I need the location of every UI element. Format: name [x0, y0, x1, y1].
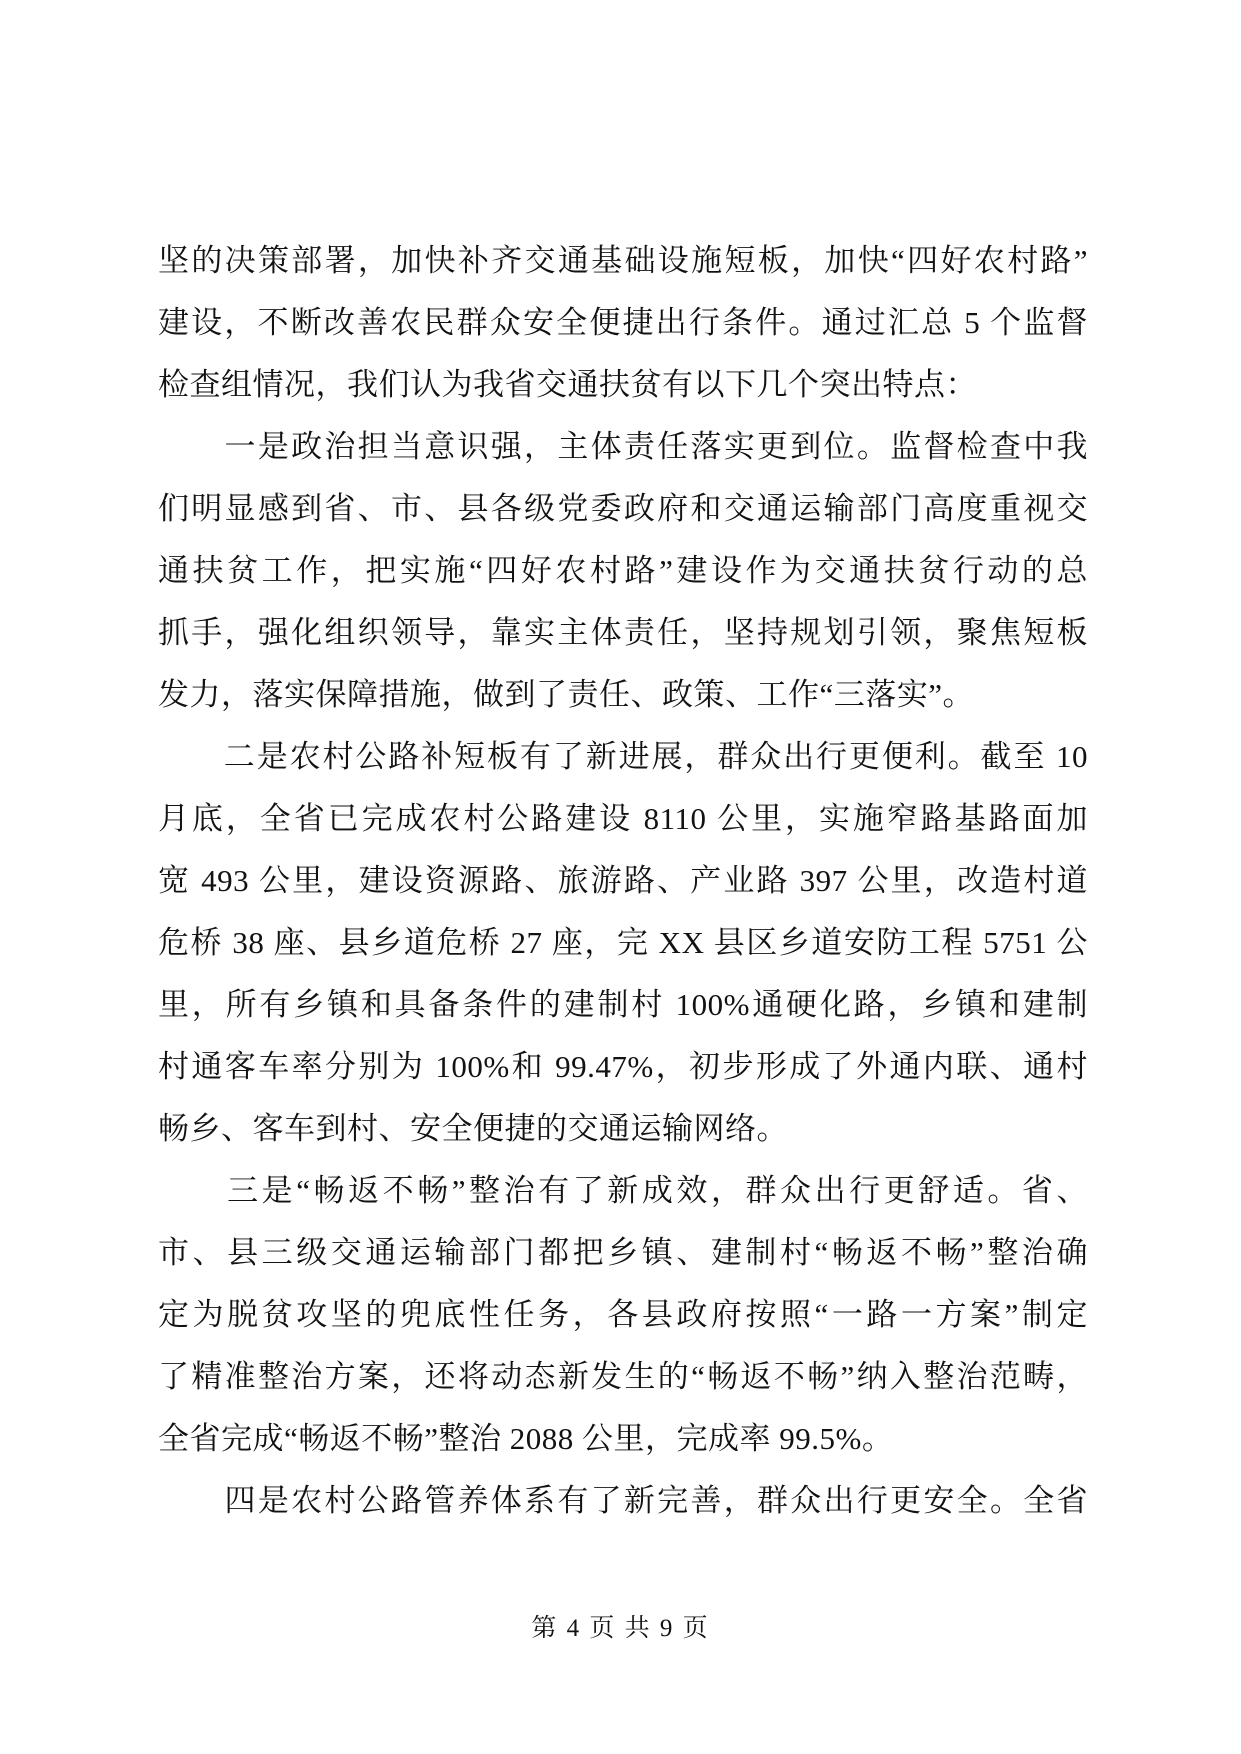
text-line: 二是农村公路补短板有了新进展，群众出行更便利。截至 10 — [158, 739, 1088, 774]
text-line: 定为脱贫攻坚的兜底性任务，各县政府按照“一路一方案”制定 — [158, 1297, 1088, 1332]
text-line: 坚的决策部署，加快补齐交通基础设施短板，加快“四好农村路” — [158, 243, 1088, 278]
text-line: 四是农村公路管养体系有了新完善，群众出行更安全。全省 — [158, 1483, 1088, 1518]
document-body — [158, 230, 1088, 1532]
text-line: 了精准整治方案，还将动态新发生的“畅返不畅”纳入整治范畴， — [158, 1359, 1088, 1394]
text-line: 通扶贫工作，把实施“四好农村路”建设作为交通扶贫行动的总 — [158, 553, 1088, 588]
text-line: 们明显感到省、市、县各级党委政府和交通运输部门高度重视交 — [158, 491, 1088, 526]
text-line: 宽 493 公里，建设资源路、旅游路、产业路 397 公里，改造村道 — [158, 863, 1088, 898]
text-line: 里，所有乡镇和具备条件的建制村 100%通硬化路，乡镇和建制 — [158, 987, 1088, 1022]
text-line: 抓手，强化组织领导，靠实主体责任，坚持规划引领，聚焦短板 — [158, 615, 1088, 650]
text-line: 村通客车率分别为 100%和 99.47%，初步形成了外通内联、通村 — [158, 1049, 1088, 1084]
text-line: 月底，全省已完成农村公路建设 8110 公里，实施窄路基路面加 — [158, 801, 1088, 836]
text-line: 危桥 38 座、县乡道危桥 27 座，完 XX 县区乡道安防工程 5751 公 — [158, 925, 1088, 960]
text-line: 三是“畅返不畅”整治有了新成效，群众出行更舒适。省、 — [158, 1173, 1088, 1208]
text-line: 一是政治担当意识强，主体责任落实更到位。监督检查中我 — [158, 429, 1088, 464]
text-line: 检查组情况，我们认为我省交通扶贫有以下几个突出特点： — [158, 367, 977, 402]
text-line: 全省完成“畅返不畅”整治 2088 公里，完成率 99.5%。 — [158, 1421, 894, 1456]
page-number-footer: 第 4 页 共 9 页 — [531, 1615, 710, 1642]
text-line: 畅乡、客车到村、安全便捷的交通运输网络。 — [158, 1111, 788, 1146]
text-line: 发力，落实保障措施，做到了责任、政策、工作“三落实”。 — [158, 677, 975, 712]
text-line: 市、县三级交通运输部门都把乡镇、建制村“畅返不畅”整治确 — [158, 1235, 1088, 1270]
text-line: 建设，不断改善农民群众安全便捷出行条件。通过汇总 5 个监督 — [158, 305, 1088, 340]
